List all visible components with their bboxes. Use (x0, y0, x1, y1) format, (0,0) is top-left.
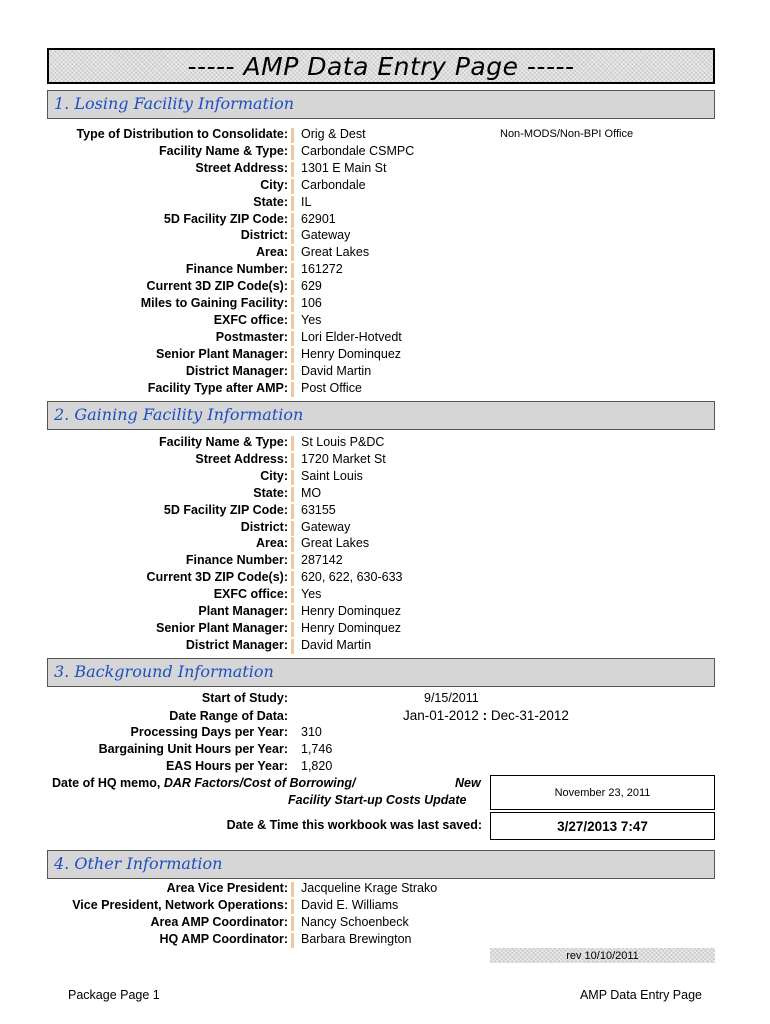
losing-field-row (0, 347, 770, 364)
footer-left: Package Page 1 (68, 988, 160, 1002)
cell-marker (291, 453, 294, 468)
cell-marker (291, 605, 294, 620)
last-saved-label: Date & Time this workbook was last saved: (226, 818, 482, 832)
other-field-row (0, 915, 770, 932)
other-field-value[interactable]: Nancy Schoenbeck (301, 915, 409, 929)
gaining-field-row (0, 536, 770, 553)
gaining-field-label: Street Address: (195, 451, 288, 466)
losing-field-row (0, 144, 770, 161)
date-range-start[interactable]: Jan-01-2012 (403, 708, 479, 723)
cell-marker (291, 348, 294, 363)
losing-field-label: Miles to Gaining Facility: (140, 296, 288, 310)
gaining-field-label: City: (260, 468, 288, 483)
other-field-label: Area Vice President: (166, 881, 288, 895)
hq-memo-date-box[interactable] (490, 775, 715, 810)
losing-field-label: District: (240, 228, 288, 243)
section-background-header (47, 658, 715, 687)
losing-field-label: Postmaster: (215, 329, 288, 344)
gaining-field-value[interactable]: Gateway (301, 519, 351, 534)
hq-memo-label-text: Date of HQ memo, (52, 776, 164, 790)
losing-field-label: Senior Plant Manager: (156, 346, 288, 361)
cell-marker (291, 554, 294, 569)
gaining-field-value[interactable]: St Louis P&DC (301, 435, 385, 449)
cell-marker (291, 916, 294, 931)
hq-memo-line2: Facility Start-up Costs Update (288, 793, 467, 807)
losing-field-row (0, 262, 770, 279)
eas-hours-row (0, 759, 770, 776)
section-losing-title: 1. Losing Facility Information (54, 94, 295, 113)
cell-marker (291, 196, 294, 211)
cell-marker (291, 639, 294, 654)
losing-field-value[interactable]: 106 (301, 296, 322, 310)
gaining-field-row (0, 520, 770, 537)
cell-marker (291, 470, 294, 485)
gaining-field-label: Senior Plant Manager: (156, 620, 288, 635)
losing-field-value[interactable]: Gateway (301, 228, 351, 243)
page-title: ----- AMP Data Entry Page ----- (187, 51, 575, 81)
office-type-note: Non-MODS/Non-BPI Office (500, 128, 634, 140)
cell-marker (291, 882, 294, 897)
losing-field-label: Facility Type after AMP: (147, 380, 288, 395)
losing-field-label: Finance Number: (185, 262, 288, 277)
cell-marker (291, 365, 294, 380)
losing-field-label: Facility Name & Type: (159, 143, 288, 158)
cell-marker (291, 571, 294, 586)
section-gaining-header (47, 401, 715, 430)
gaining-field-value[interactable]: 63155 (301, 502, 336, 517)
gaining-field-label: Finance Number: (185, 553, 288, 568)
last-saved-box (490, 812, 715, 840)
gaining-field-row (0, 570, 770, 587)
section-gaining-title: 2. Gaining Facility Information (54, 405, 304, 424)
losing-field-label: State: (253, 194, 288, 209)
gaining-field-row (0, 503, 770, 520)
losing-field-row (0, 212, 770, 229)
losing-field-row (0, 161, 770, 178)
gaining-field-value[interactable]: 1720 Market St (301, 451, 386, 466)
cell-marker (291, 229, 294, 244)
losing-field-row (0, 178, 770, 195)
cell-marker (291, 521, 294, 536)
cell-marker (291, 179, 294, 194)
date-range-label: Date Range of Data: (169, 709, 288, 723)
hq-memo-date: November 23, 2011 (554, 786, 651, 799)
losing-field-row (0, 279, 770, 296)
cell-marker (291, 246, 294, 261)
cell-marker (291, 537, 294, 552)
cell-marker (291, 162, 294, 177)
losing-field-label: Current 3D ZIP Code(s): (146, 279, 288, 294)
start-of-study-label: Start of Study: (201, 691, 288, 705)
cell-marker (291, 263, 294, 278)
section-losing-header (47, 90, 715, 119)
hq-memo-label (52, 776, 356, 790)
losing-field-value[interactable]: Lori Elder-Hotvedt (301, 329, 402, 344)
losing-field-label: District Manager: (185, 363, 288, 378)
bargaining-hours-row (0, 742, 770, 759)
losing-field-value[interactable]: Yes (301, 312, 322, 327)
gaining-field-row (0, 553, 770, 570)
gaining-field-row (0, 587, 770, 604)
losing-field-row (0, 381, 770, 398)
hq-memo-new: New (455, 776, 481, 790)
section-other-title: 4. Other Information (54, 854, 223, 873)
footer-right: AMP Data Entry Page (579, 988, 702, 1002)
cell-marker (291, 504, 294, 519)
gaining-field-value[interactable]: 620, 622, 630-633 (301, 570, 403, 585)
gaining-field-value[interactable]: Yes (301, 587, 322, 602)
revision-text: rev 10/10/2011 (566, 949, 639, 962)
hq-memo-label-italic: DAR Factors/Cost of Borrowing/ (163, 776, 356, 790)
page-title-bar (47, 48, 715, 84)
gaining-field-label: District Manager: (185, 637, 288, 652)
processing-days-value[interactable]: 310 (301, 725, 322, 739)
gaining-field-label: District: (240, 519, 288, 534)
losing-field-label: 5D Facility ZIP Code: (163, 211, 288, 226)
other-field-value[interactable]: Jacqueline Krage Strako (301, 881, 438, 895)
cell-marker (291, 314, 294, 329)
losing-field-row (0, 330, 770, 347)
cell-marker (291, 622, 294, 637)
gaining-field-label: 5D Facility ZIP Code: (163, 502, 288, 517)
processing-days-row (0, 725, 770, 742)
losing-field-value[interactable]: Henry Dominquez (301, 346, 402, 361)
losing-field-row (0, 127, 770, 144)
gaining-field-value[interactable]: David Martin (301, 637, 372, 652)
other-field-value[interactable]: David E. Williams (301, 898, 399, 912)
losing-field-value[interactable]: IL (301, 194, 312, 209)
section-background-title: 3. Background Information (54, 662, 274, 681)
gaining-field-row (0, 435, 770, 452)
gaining-field-row (0, 621, 770, 638)
date-range-end[interactable]: Dec-31-2012 (490, 708, 569, 723)
section-other-header (47, 850, 715, 879)
losing-field-value[interactable]: Carbondale CSMPC (301, 143, 415, 158)
gaining-field-value[interactable]: Henry Dominquez (301, 604, 402, 618)
bargaining-hours-value[interactable]: 1,746 (301, 742, 333, 756)
cell-marker (291, 436, 294, 451)
start-of-study-row (0, 691, 770, 708)
cell-marker (291, 331, 294, 346)
other-field-label: Vice President, Network Operations: (72, 898, 288, 912)
losing-field-label: City: (260, 177, 288, 192)
losing-field-label: EXFC office: (213, 312, 288, 327)
losing-field-value[interactable]: Great Lakes (301, 245, 370, 260)
cell-marker (291, 382, 294, 397)
date-range-separator: : (482, 708, 488, 723)
losing-field-row (0, 364, 770, 381)
losing-field-value[interactable]: Orig & Dest (301, 127, 366, 141)
cell-marker (291, 588, 294, 603)
losing-field-label: Type of Distribution to Consolidate: (76, 127, 288, 141)
losing-field-value[interactable]: 1301 E Main St (301, 160, 387, 175)
last-saved-value: 3/27/2013 7:47 (557, 818, 648, 834)
date-range-row (0, 709, 770, 726)
gaining-field-row (0, 604, 770, 621)
losing-field-value[interactable]: Post Office (301, 380, 362, 395)
gaining-field-label: Facility Name & Type: (159, 435, 288, 449)
other-field-label: HQ AMP Coordinator: (159, 932, 288, 946)
losing-field-label: Area: (256, 245, 288, 260)
processing-days-label: Processing Days per Year: (130, 725, 288, 739)
cell-marker (291, 145, 294, 160)
cell-marker (291, 128, 294, 143)
revision-stamp (490, 948, 715, 963)
other-field-row (0, 932, 770, 949)
gaining-field-row (0, 452, 770, 469)
cell-marker (291, 297, 294, 312)
eas-hours-label: EAS Hours per Year: (165, 759, 288, 773)
gaining-field-value[interactable]: Saint Louis (301, 468, 363, 483)
cell-marker (291, 933, 294, 948)
bargaining-hours-label: Bargaining Unit Hours per Year: (98, 742, 288, 756)
gaining-field-label: Plant Manager: (198, 604, 288, 618)
losing-field-value[interactable]: 62901 (301, 211, 336, 226)
other-field-label: Area AMP Coordinator: (150, 915, 288, 929)
gaining-field-label: Current 3D ZIP Code(s): (146, 570, 288, 585)
cell-marker (291, 487, 294, 502)
other-field-row (0, 881, 770, 898)
losing-field-value[interactable]: 629 (301, 279, 322, 294)
gaining-field-value[interactable]: 287142 (301, 553, 343, 568)
gaining-field-label: State: (253, 485, 288, 500)
cell-marker (291, 280, 294, 295)
cell-marker (291, 899, 294, 914)
other-field-row (0, 898, 770, 915)
gaining-field-label: Area: (256, 536, 288, 551)
losing-field-value[interactable]: Carbondale (301, 177, 366, 192)
losing-field-value[interactable]: 161272 (301, 262, 343, 277)
gaining-field-row (0, 638, 770, 655)
losing-field-label: Street Address: (195, 160, 288, 175)
date-range-values (403, 708, 569, 723)
losing-field-row (0, 228, 770, 245)
gaining-field-value[interactable]: Great Lakes (301, 536, 370, 551)
losing-field-row (0, 195, 770, 212)
cell-marker (291, 213, 294, 228)
start-of-study-value[interactable]: 9/15/2011 (424, 691, 479, 705)
gaining-field-value[interactable]: MO (301, 485, 322, 500)
gaining-field-row (0, 469, 770, 486)
gaining-field-row (0, 486, 770, 503)
losing-field-value[interactable]: David Martin (301, 363, 372, 378)
losing-field-row (0, 245, 770, 262)
eas-hours-value[interactable]: 1,820 (301, 759, 333, 773)
losing-field-row (0, 296, 770, 313)
other-field-value[interactable]: Barbara Brewington (301, 932, 412, 946)
losing-field-row (0, 313, 770, 330)
gaining-field-label: EXFC office: (213, 587, 288, 602)
gaining-field-value[interactable]: Henry Dominquez (301, 620, 402, 635)
